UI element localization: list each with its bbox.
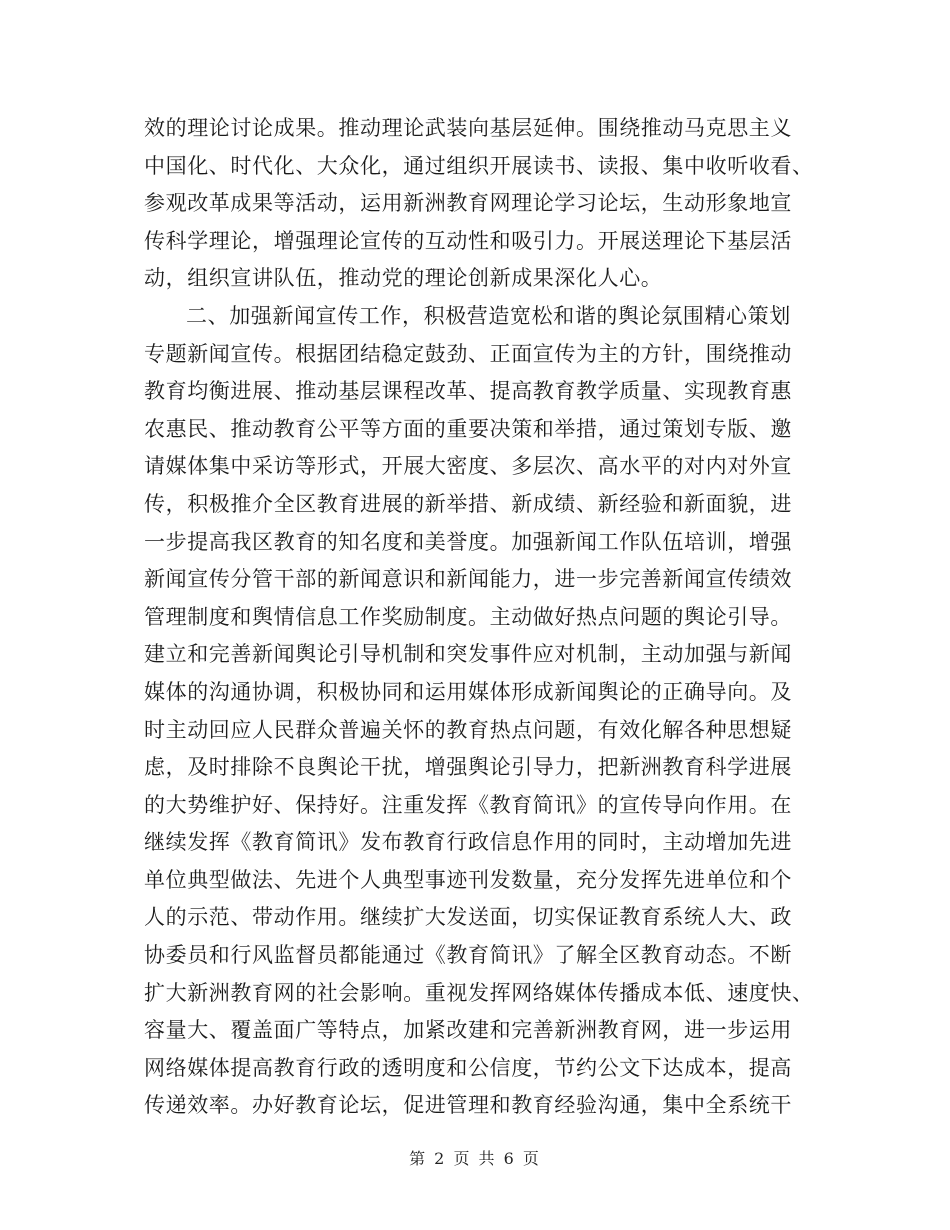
text-line: 专题新闻宣传。根据团结稳定鼓劲、正面宣传为主的方针，围绕推动 — [144, 341, 792, 366]
text-line: 的大势维护好、保持好。注重发挥《教育简讯》的宣传导向作用。在 — [144, 792, 792, 817]
text-line: 传，积极推介全区教育进展的新举措、新成绩、新经验和新面貌，进 — [144, 491, 792, 516]
text-line: 继续发挥《教育简讯》发布教育行政信息作用的同时，主动增加先进 — [144, 830, 792, 855]
text-line: 建立和完善新闻舆论引导机制和突发事件应对机制，主动加强与新闻 — [144, 642, 792, 667]
text-line: 单位典型做法、先进个人典型事迹刊发数量，充分发挥先进单位和个 — [144, 867, 792, 892]
text-line: 一步提高我区教育的知名度和美誉度。加强新闻工作队伍培训，增强 — [144, 529, 792, 554]
text-line: 效的理论讨论成果。推动理论武装向基层延伸。围绕推动马克思主义 — [144, 116, 792, 140]
body-text — [144, 110, 814, 1125]
text-line: 虑，及时排除不良舆论干扰，增强舆论引导力，把新洲教育科学进展 — [144, 755, 792, 780]
text-line: 参观改革成果等活动，运用新洲教育网理论学习论坛，生动形象地宣 — [144, 191, 792, 216]
text-line: 协委员和行风监督员都能通过《教育简讯》了解全区教育动态。不断 — [144, 943, 792, 968]
text-line: 农惠民、推动教育公平等方面的重要决策和举措，通过策划专版、邀 — [144, 416, 792, 441]
text-line: 时主动回应人民群众普遍关怀的教育热点问题，有效化解各种思想疑 — [144, 717, 792, 742]
text-line: 新闻宣传分管干部的新闻意识和新闻能力，进一步完善新闻宣传绩效 — [144, 567, 792, 592]
text-line: 传递效率。办好教育论坛，促进管理和教育经验沟通，集中全系统干 — [144, 1093, 792, 1118]
text-line: 传科学理论，增强理论宣传的互动性和吸引力。开展送理论下基层活 — [144, 228, 792, 253]
text-line: 扩大新洲教育网的社会影响。重视发挥网络媒体传播成本低、速度快、 — [144, 980, 814, 1005]
text-line: 中国化、时代化、大众化，通过组织开展读书、读报、集中收听收看、 — [144, 153, 814, 178]
text-line: 请媒体集中采访等形式，开展大密度、多层次、高水平的对内对外宣 — [144, 454, 792, 479]
text-line: 人的示范、带动作用。继续扩大发送面，切实保证教育系统人大、政 — [144, 905, 792, 930]
text-line: 容量大、覆盖面广等特点，加紧改建和完善新洲教育网，进一步运用 — [144, 1018, 792, 1043]
text-line: 二、加强新闻宣传工作，积极营造宽松和谐的舆论氛围精心策划 — [186, 303, 791, 328]
text-line: 网络媒体提高教育行政的透明度和公信度，节约公文下达成本，提高 — [144, 1055, 792, 1080]
text-line: 管理制度和舆情信息工作奖励制度。主动做好热点问题的舆论引导。 — [144, 604, 792, 629]
text-line: 动，组织宣讲队伍，推动党的理论创新成果深化人心。 — [144, 266, 663, 291]
text-line: 教育均衡进展、推动基层课程改革、提高教育教学质量、实现教育惠 — [144, 379, 792, 404]
text-line: 媒体的沟通协调，积极协同和运用媒体形成新闻舆论的正确导向。及 — [144, 679, 792, 704]
page-number-footer: 第 2 页 共 6 页 — [409, 1149, 541, 1168]
